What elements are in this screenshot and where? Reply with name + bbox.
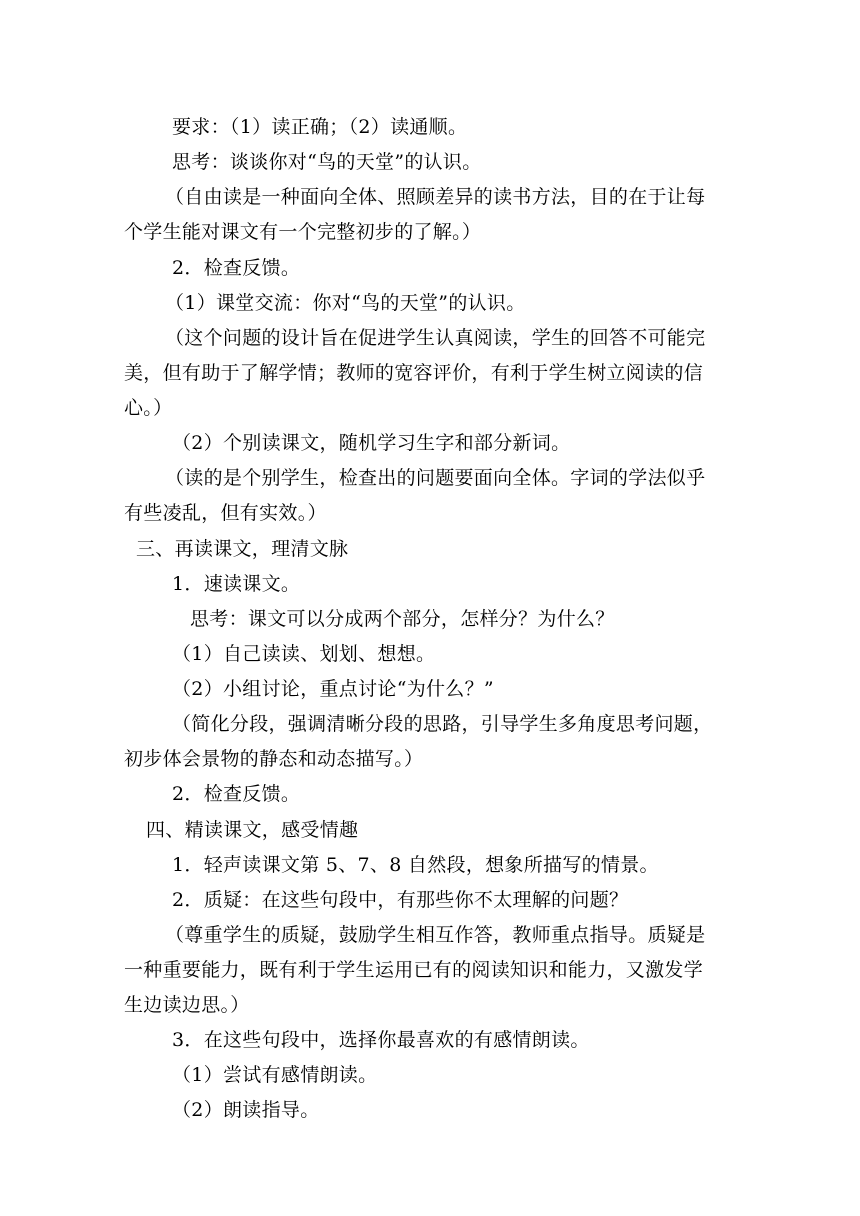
text-line: 1．轻声读课文第 5、7、8 自然段，想象所描写的情景。	[172, 854, 659, 876]
text-line: （2）个别读课文，随机学习生字和部分新词。	[172, 432, 571, 454]
text-line: （1）课堂交流：你对“鸟的天堂”的认识。	[165, 292, 526, 314]
text-line: （2）朗读指导。	[172, 1099, 320, 1121]
text-line: 2．质疑：在这些句段中，有那些你不太理解的问题？	[172, 889, 629, 911]
text-line: （2）小组讨论，重点讨论“为什么？”	[172, 678, 494, 700]
text-line: 生边读边思。）	[124, 994, 250, 1016]
section-heading: 三、再读课文，理清文脉	[136, 538, 349, 560]
text-line: （自由读是一种面向全体、照顾差异的读书方法，目的在于让每	[165, 186, 706, 208]
text-line: 心。）	[124, 397, 173, 419]
text-line: （这个问题的设计旨在促进学生认真阅读，学生的回答不可能完	[165, 327, 706, 349]
text-line: （尊重学生的质疑，鼓励学生相互作答，教师重点指导。质疑是	[165, 924, 706, 946]
text-line: 1．速读课文。	[172, 573, 301, 595]
text-line: 美，但有助于了解学情；教师的宽容评价，有利于学生树立阅读的信	[124, 362, 704, 384]
text-line: 要求：（1）读正确；（2）读通顺。	[172, 116, 468, 138]
text-line: 有些凌乱，但有实效。）	[124, 502, 327, 524]
text-line: 初步体会景物的静态和动态描写。）	[124, 748, 424, 770]
text-line: （1）自己读读、划划、想想。	[172, 643, 436, 665]
text-line: （简化分段，强调清晰分段的思路，引导学生多角度思考问题，	[172, 713, 713, 735]
text-line: 个学生能对课文有一个完整初步的了解。）	[124, 221, 482, 243]
text-line: （读的是个别学生，检查出的问题要面向全体。字词的学法似乎	[165, 467, 706, 489]
text-line: 2．检查反馈。	[172, 783, 301, 805]
text-line: （1）尝试有感情朗读。	[172, 1064, 378, 1086]
text-line: 思考：课文可以分成两个部分，怎样分？为什么？	[190, 608, 615, 630]
text-line: 一种重要能力，既有利于学生运用已有的阅读知识和能力，又激发学	[124, 959, 704, 981]
text-line: 2．检查反馈。	[172, 257, 301, 279]
section-heading: 四、精读课文，感受情趣	[146, 819, 359, 841]
text-line: 3．在这些句段中，选择你最喜欢的有感情朗读。	[172, 1029, 590, 1051]
text-line: 思考：谈谈你对“鸟的天堂”的认识。	[172, 151, 482, 173]
